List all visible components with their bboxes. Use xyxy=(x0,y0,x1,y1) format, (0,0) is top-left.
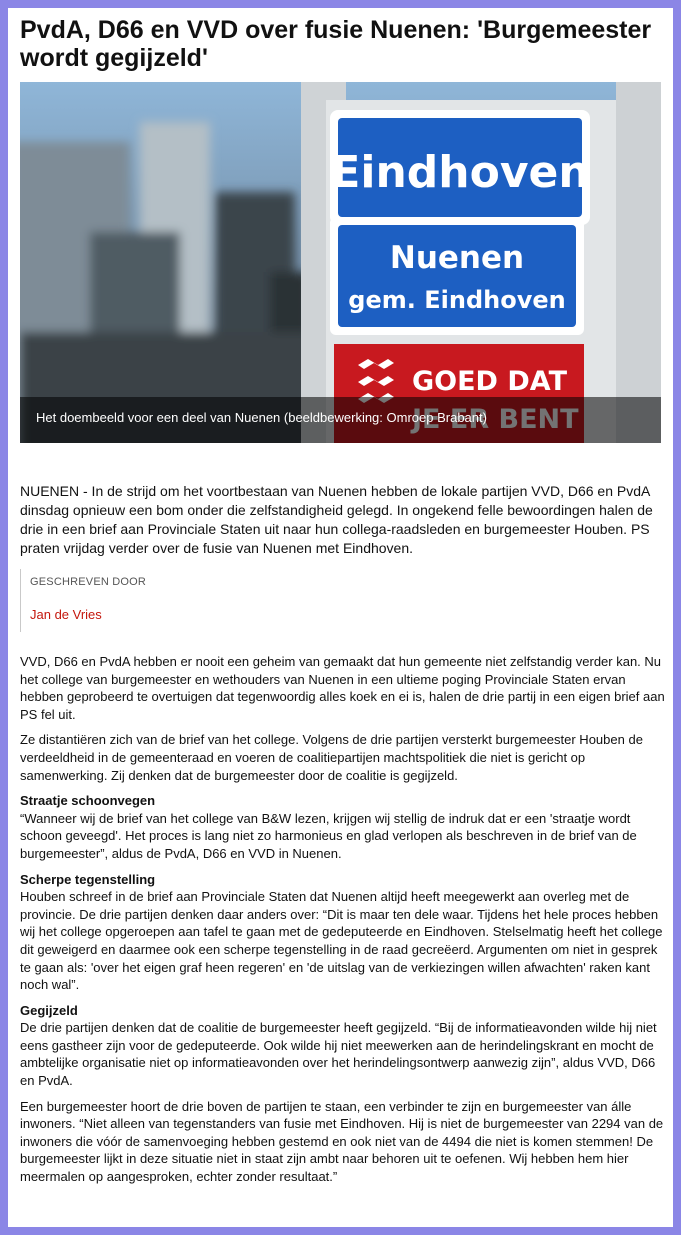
sign-bottom-line1: GOED DAT xyxy=(412,366,567,397)
byline xyxy=(20,569,320,632)
paragraph: Houben schreef in de brief aan Provinciale Staten dat Nuenen altijd heeft meegewerkt aan overleg met de provincie. De drie partijen denken daar anders over: “Dit is maar ten dele waar. Tijdens het hele proces hebben wij het college opgeroepen aan tafel te gaan met de gedeputeerde en Eindhoven. Stelselmatig heeft het college dit geweigerd en daarmee ook een scherpe tegenstelling in de raad gecreëerd. Argumenten om niet in gesprek te gaan als: 'over het eigen graf heen regeren' en 'de uitslag van de verkiezingen willen afwachten' raken kant noch wal”. xyxy=(20,889,663,993)
author-link[interactable]: Jan de Vries xyxy=(30,607,102,622)
paragraph: Een burgemeester hoort de drie boven de partijen te staan, een verbinder te zijn en burgemeester van álle inwoners. “Niet alleen van tegenstanders van fusie met Eindhoven. Hij is niet de burgemeester van 2294 van de inwoners die vóór de samenvoeging hebben gestemd en ook niet van de 4494 die niet is komen stemmen! De burgemeester lijkt in deze situatie niet in staat zijn ambt naar behoren uit te oefenen. Wij hebben hem hier meermalen op aangesproken, echter zonder resultaat.” xyxy=(20,1098,664,1185)
article-frame xyxy=(8,8,673,1227)
sign-top-text: Eindhoven xyxy=(330,147,590,198)
paragraph: Ze distantiëren zich van de brief van het college. Volgens de drie partijen versterkt burgemeester Houben de verdeeldheid in de gemeenteraad en voeren de coalitiepartijen machtspolitiek die niet is gericht op samenwerking. Zij denken dat de burgemeester door de coalitie is gegijzeld. xyxy=(20,732,643,783)
article-body xyxy=(20,653,665,1194)
sign-middle-line2: gem. Eindhoven xyxy=(348,286,566,314)
subheading: Straatje schoonvegen xyxy=(20,793,156,809)
byline-label: GESCHREVEN DOOR xyxy=(30,576,147,588)
subheading: Gegijzeld xyxy=(20,1002,78,1018)
sign-middle-line1: Nuenen xyxy=(389,240,525,276)
hero-image xyxy=(20,82,661,443)
paragraph: VVD, D66 en PvdA hebben er nooit een geheim van gemaakt dat hun gemeente niet zelfstandig verder kan. Nu het college van burgemeester en wethouders van Nuenen in een ultieme poging Provinciale Staten ervan hebben geprobeerd te overtuigen dat tegenwoordig alles koek en ei is, halen de drie partij in een eigen brief aan PS fel uit. xyxy=(20,654,665,722)
city-sign-illustration xyxy=(20,82,661,443)
article-lead: NUENEN - In de strijd om het voortbestaan van Nuenen hebben de lokale partijen VVD, D66 en PvdA dinsdag opnieuw een bom onder die zelfstandigheid gelegd. In ongekend felle bewoordingen halen de drie in een brief aan Provinciale Staten uit naar hun collega-raadsleden en burgemeester Houben. PS praten vrijdag verder over de fusie van Nuenen met Eindhoven. xyxy=(20,483,653,556)
article-headline: PvdA, D66 en VVD over fusie Nuenen: 'Burgemeester wordt gegijzeld' xyxy=(20,16,652,72)
image-caption: Het doembeeld voor een deel van Nuenen (beeldbewerking: Omroep Brabant) xyxy=(20,397,661,443)
paragraph: De drie partijen denken dat de coalitie de burgemeester heeft gegijzeld. “Bij de informatieavonden wilde hij niet eens gastheer zijn voor de gedeputeerde. Ook wilde hij niet meewerken aan de herindelingskrant en mocht de ambtelijke organisatie niet op informatieavonden over het herindelingsontwerp aanwezig zijn”, aldus VVD, D66 en PvdA. xyxy=(20,1020,657,1089)
paragraph: “Wanneer wij de brief van het college van B&W lezen, krijgen wij stellig de indruk dat er een 'straatje wordt schoon geveegd'. Het proces is lang niet zo harmonieus en glad verlopen als beschreven in de brief van de burgemeester”, aldus de PvdA, D66 en VVD in Nuenen. xyxy=(20,810,637,861)
subheading: Scherpe tegenstelling xyxy=(20,871,156,887)
